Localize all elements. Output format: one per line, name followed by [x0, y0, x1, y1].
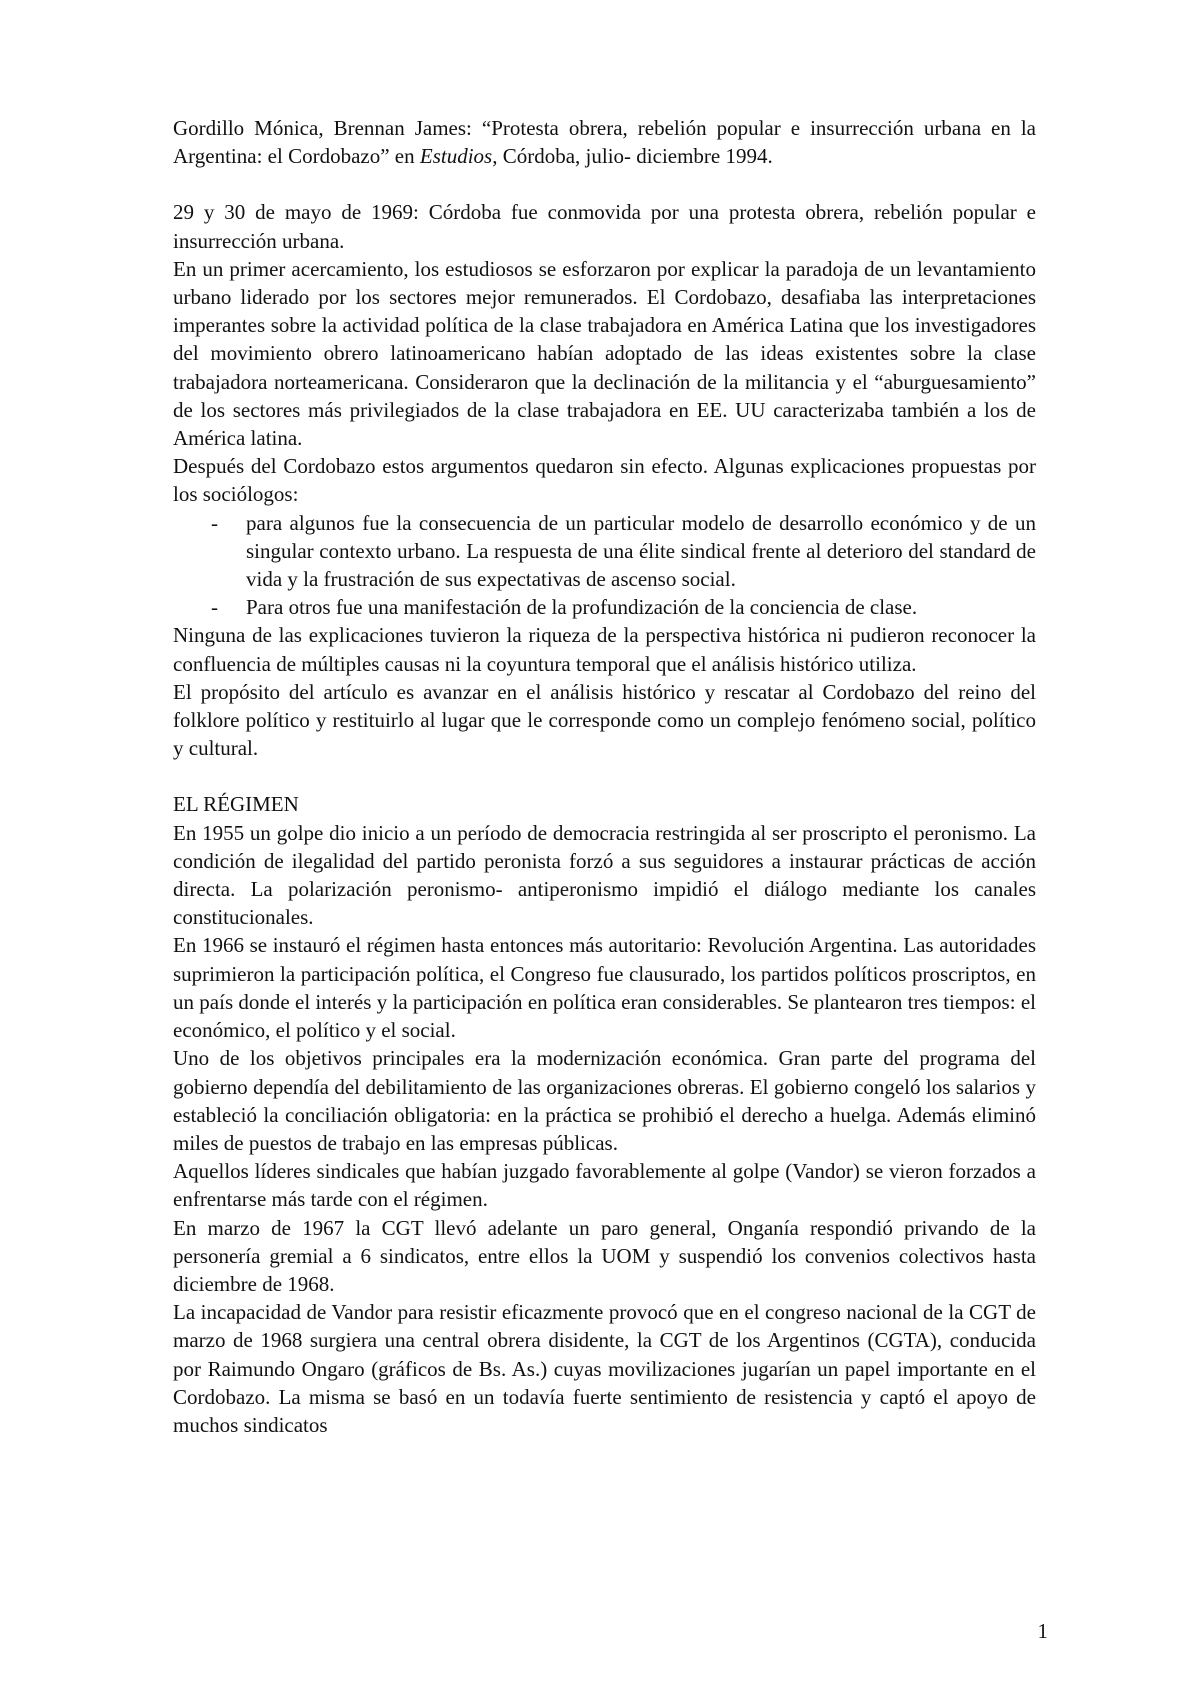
bullet-dash: -: [211, 595, 218, 620]
regimen-paragraph-4: Aquellos líderes sindicales que habían juzgado favorablemente al golpe (Vandor) se vieron forzados a enfrentarse más tarde con el régimen.: [173, 1159, 1036, 1212]
explanations-list: [173, 509, 1036, 622]
body-text: [173, 114, 1036, 1439]
regimen-paragraph-3: Uno de los objetivos principales era la modernización económica. Gran parte del programa del gobierno dependía del debilitamiento de las organizaciones obreras. El gobierno congeló los salarios y estableció la conciliación obligatoria: en la práctica se prohibió el derecho a huelga. Además eliminó miles de puestos de trabajo en las empresas públicas.: [173, 1046, 1036, 1155]
citation-journal: Estudios: [419, 144, 493, 169]
regimen-paragraph-6: La incapacidad de Vandor para resistir eficazmente provocó que en el congreso nacional de la CGT de marzo de 1968 surgiera una central obrera disidente, la CGT de los Argentinos (CGTA), conducida por Raimundo Ongaro (gráficos de Bs. As.) cuyas movilizaciones jugarían un papel importante en el Cordobazo. La misma se basó en un todavía fuerte sentimiento de resistencia y captó el apoyo de muchos sindicatos: [173, 1300, 1036, 1437]
page-number: 1: [1037, 1619, 1048, 1643]
intro-paragraph-3: Después del Cordobazo estos argumentos quedaron sin efecto. Algunas explicaciones propuestas por los sociólogos:: [173, 454, 1036, 507]
citation-title: “Protesta obrera, rebelión popular e insurrección urbana en la Argentina: el Cordobazo” en: [173, 116, 1037, 169]
intro-paragraph-4: Ninguna de las explicaciones tuvieron la riqueza de la perspectiva histórica ni pudieron reconocer la confluencia de múltiples causas ni la coyuntura temporal que el análisis histórico utiliza.: [173, 623, 1036, 676]
list-item-text: Para otros fue una manifestación de la profundización de la conciencia de clase.: [246, 595, 918, 620]
blank-line: [173, 170, 1036, 198]
list-item-text: para algunos fue la consecuencia de un particular modelo de desarrollo económico y de un singular contexto urbano. La respuesta de una élite sindical frente al deterioro del standard de vida y la frustración de sus expectativas de ascenso social.: [246, 510, 1036, 592]
bullet-dash: -: [211, 510, 218, 535]
intro-paragraph-5: El propósito del artículo es avanzar en el análisis histórico y rescatar al Cordobazo del reino del folklore político y restituirlo al lugar que le corresponde como un complejo fenómeno social, político y cultural.: [173, 679, 1036, 761]
blank-line: [173, 762, 1036, 790]
intro-paragraph-2: En un primer acercamiento, los estudiosos se esforzaron por explicar la paradoja de un levantamiento urbano liderado por los sectores mejor remunerados. El Cordobazo, desafiaba las interpretaciones imperantes sobre la actividad política de la clase trabajadora en América Latina que los investigadores del movimiento obrero latinoamericano habían adoptado de las ideas existentes sobre la clase trabajadora norteamericana. Consideraron que la declinación de la militancia y el “aburguesamiento” de los sectores más privilegiados de la clase trabajadora en EE. UU caracterizaba también a los de América latina.: [173, 256, 1036, 451]
regimen-paragraph-2: En 1966 se instauró el régimen hasta entonces más autoritario: Revolución Argentina. Las autoridades suprimieron la participación política, el Congreso fue clausurado, los partidos políticos proscriptos, en un país donde el interés y la participación en política eran considerables. Se plantearon tres tiempos: el económico, el político y el social.: [173, 933, 1036, 1043]
citation-authors: Gordillo Mónica, Brennan James:: [173, 116, 482, 140]
list-item: [173, 593, 1036, 621]
section-heading: EL RÉGIMEN: [173, 792, 299, 817]
regimen-paragraph-5: En marzo de 1967 la CGT llevó adelante un paro general, Onganía respondió privando de la personería gremial a 6 sindicatos, entre ellos la UOM y suspendió los convenios colectivos hasta diciembre de 1968.: [173, 1215, 1036, 1296]
intro-paragraph-1: 29 y 30 de mayo de 1969: Córdoba fue conmovida por una protesta obrera, rebelión popular e insurrección urbana.: [173, 200, 1036, 253]
list-item: [173, 509, 1036, 594]
citation-details: , Córdoba, julio- diciembre 1994.: [492, 144, 773, 169]
regimen-paragraph-1: En 1955 un golpe dio inicio a un período de democracia restringida al ser proscripto el peronismo. La condición de ilegalidad del partido peronista forzó a sus seguidores a instaurar prácticas de acción directa. La polarización peronismo- antiperonismo impidió el diálogo mediante los canales constitucionales.: [173, 820, 1036, 930]
citation: [173, 114, 1036, 170]
